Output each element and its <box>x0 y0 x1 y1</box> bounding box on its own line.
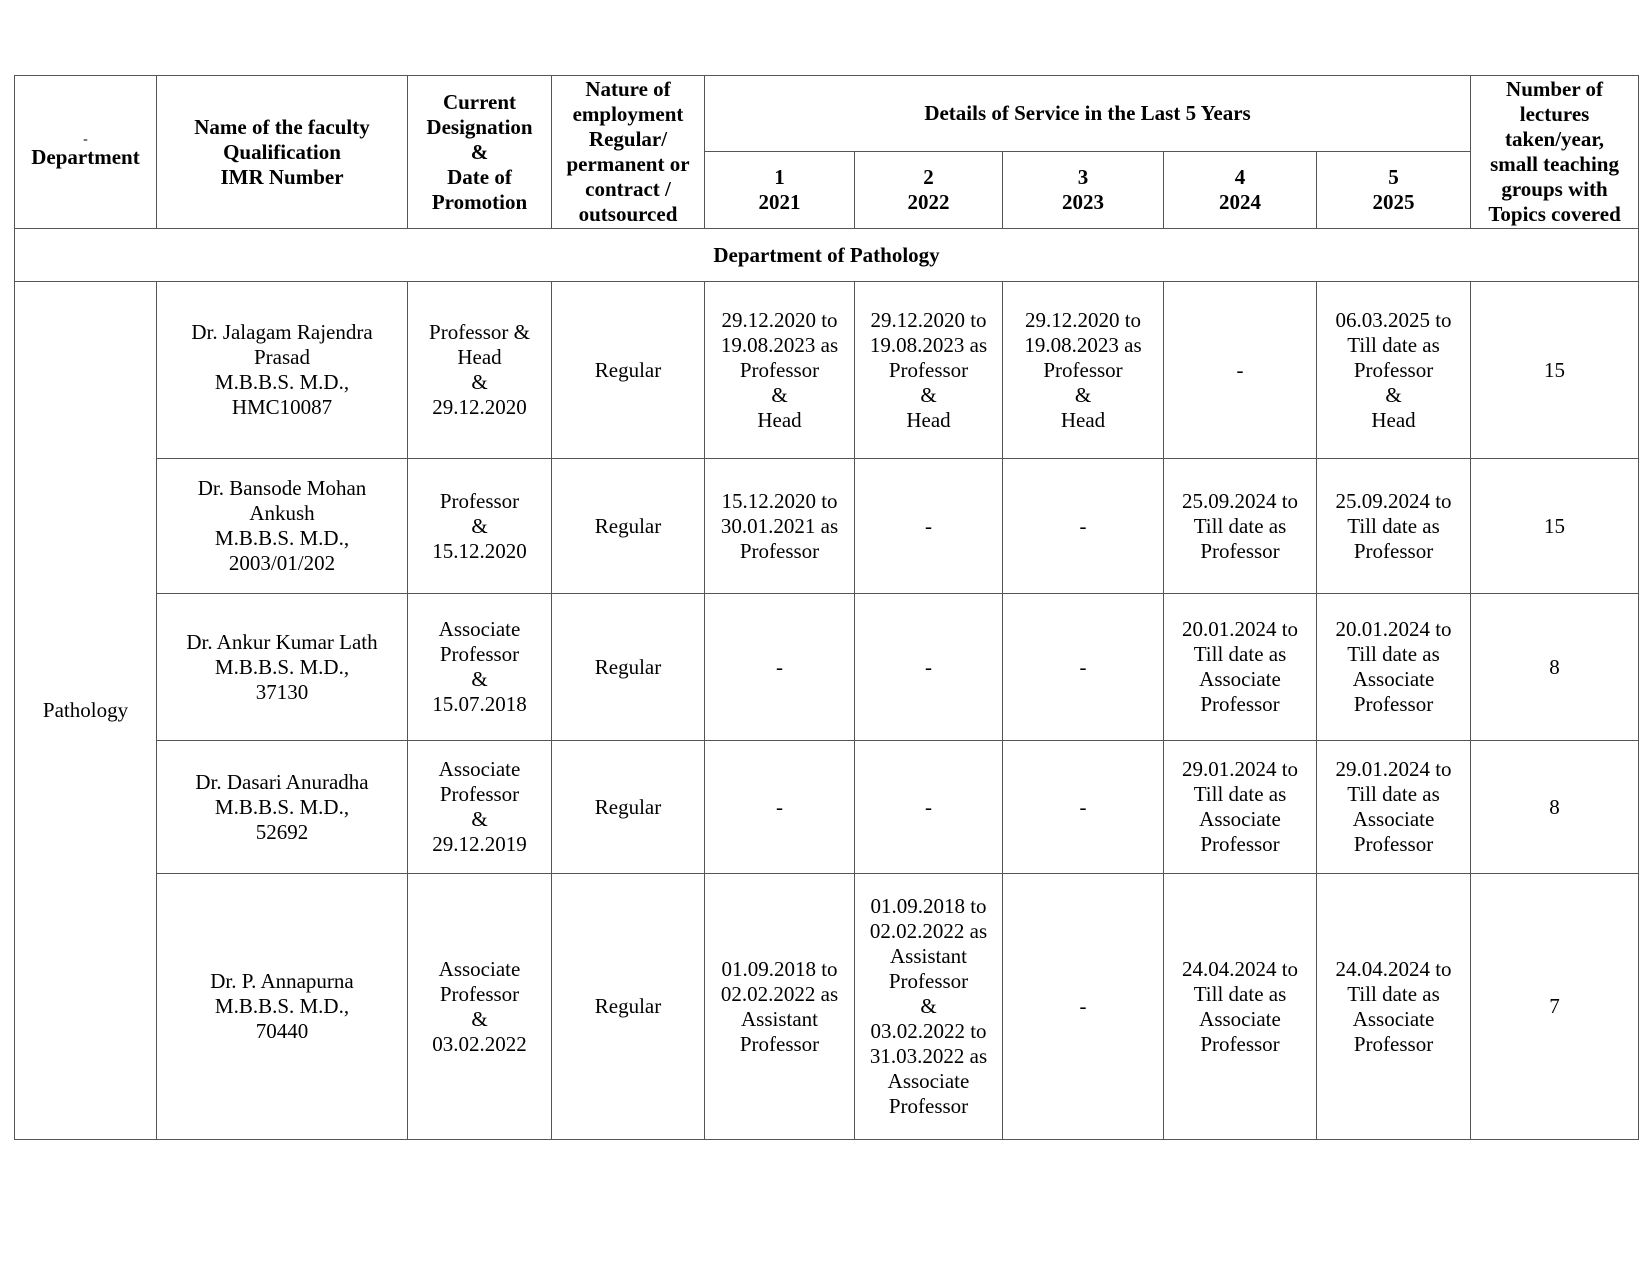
faculty-name-cell-line: 52692 <box>255 819 309 844</box>
service-year-2-cell-line: - <box>925 513 932 538</box>
service-year-4-cell-line: 29.01.2024 to <box>1181 757 1299 781</box>
service-year-1-cell <box>705 874 855 1140</box>
service-year-3-cell <box>1003 741 1164 874</box>
service-year-5-cell-line: & <box>1385 382 1402 407</box>
service-year-1-cell-line: 29.12.2020 to <box>721 307 838 332</box>
header-nature-line: Regular/ <box>588 127 668 151</box>
header-nature <box>552 76 705 229</box>
service-year-5-cell-line: Till date as <box>1347 642 1440 666</box>
designation-cell <box>408 282 552 459</box>
designation-cell-line: Associate <box>438 617 521 641</box>
header-year-value: 2025 <box>1372 190 1415 214</box>
service-year-4-cell-line: - <box>1236 357 1244 382</box>
service-year-1-cell-line: 30.01.2021 as <box>720 513 839 538</box>
service-year-4-cell-line: 20.01.2024 to <box>1181 617 1299 641</box>
service-year-2-cell-line: 03.02.2022 to <box>870 1019 987 1043</box>
header-year-4 <box>1164 152 1317 229</box>
header-name-line: IMR Number <box>220 164 344 189</box>
service-year-3-cell-line: - <box>1079 654 1087 679</box>
service-year-5-cell-line: 06.03.2025 to <box>1335 307 1452 332</box>
designation-cell-line: 29.12.2019 <box>432 832 527 856</box>
service-year-2-cell <box>855 594 1003 741</box>
header-nature-line: employment <box>572 102 684 126</box>
service-year-5-cell-line: 29.01.2024 to <box>1335 757 1452 781</box>
service-year-1-cell <box>705 459 855 594</box>
designation-cell-line: & <box>471 513 488 538</box>
service-year-2-cell-line: & <box>920 382 937 407</box>
service-year-5-cell-line: Professor <box>1353 357 1434 382</box>
lectures-count-cell: 8 <box>1471 741 1639 874</box>
service-year-2-cell-line: Professor <box>888 357 969 382</box>
header-designation-line: Date of <box>447 164 512 189</box>
header-nature-line: permanent or <box>566 152 690 176</box>
header-year-value: 2023 <box>1062 190 1104 214</box>
service-year-3-cell-line: - <box>1079 994 1087 1018</box>
service-year-2-cell-line: - <box>925 654 932 679</box>
designation-cell-line: Associate <box>438 956 521 981</box>
header-year-2 <box>855 152 1003 229</box>
service-year-4-cell-line: Associate <box>1199 1006 1281 1031</box>
header-lectures-line: Topics covered <box>1488 202 1621 226</box>
service-year-2-cell <box>855 282 1003 459</box>
employment-nature-cell: Regular <box>552 874 705 1140</box>
service-year-2-cell-line: 02.02.2022 as <box>869 919 988 943</box>
designation-cell-line: Head <box>457 345 502 369</box>
employment-nature-cell: Regular <box>552 594 705 741</box>
service-year-2-cell-line: Head <box>906 407 951 432</box>
service-year-1-cell <box>705 741 855 874</box>
service-year-2-cell-line: 01.09.2018 to <box>870 894 987 918</box>
faculty-name-cell-line: Dr. Bansode Mohan <box>197 476 367 500</box>
header-name-line: Qualification <box>223 139 341 164</box>
service-year-1-cell-line: 01.09.2018 to <box>721 956 838 981</box>
employment-nature-cell: Regular <box>552 282 705 459</box>
service-year-1-cell-line: Assistant <box>740 1006 818 1031</box>
service-year-5-cell-line: Till date as <box>1347 981 1440 1006</box>
service-year-3-cell-line: - <box>1079 513 1087 538</box>
header-year-num: 2 <box>923 165 934 189</box>
service-year-2-cell-line: Associate <box>887 1069 970 1093</box>
designation-cell <box>408 874 552 1140</box>
service-year-4-cell <box>1164 874 1317 1140</box>
service-year-5-cell-line: 20.01.2024 to <box>1335 617 1452 641</box>
header-nature-line: contract / <box>585 177 671 201</box>
service-year-5-cell-line: Professor <box>1353 832 1434 856</box>
faculty-name-cell-line: HMC10087 <box>231 395 333 419</box>
faculty-name-cell-line: Dr. Jalagam Rajendra <box>191 320 373 344</box>
lectures-count-cell: 15 <box>1471 282 1639 459</box>
designation-cell-line: & <box>471 370 488 394</box>
table-row <box>15 741 1639 874</box>
header-designation-line: Current <box>442 89 517 114</box>
designation-cell-line: & <box>471 1006 488 1031</box>
faculty-name-cell-line: 37130 <box>255 679 309 704</box>
service-year-4-cell-line: 25.09.2024 to <box>1181 488 1299 513</box>
service-year-3-cell <box>1003 874 1164 1140</box>
service-year-5-cell-line: Head <box>1371 407 1416 432</box>
designation-cell-line: 15.07.2018 <box>432 692 527 716</box>
header-designation <box>408 76 552 229</box>
service-year-3-cell-line: - <box>1079 794 1087 819</box>
service-year-4-cell-line: Professor <box>1200 538 1280 563</box>
service-year-5-cell-line: 24.04.2024 to <box>1335 956 1452 981</box>
service-year-4-cell-line: Professor <box>1200 692 1280 716</box>
service-year-4-cell-line: Associate <box>1199 807 1281 831</box>
service-year-5-cell-line: Associate <box>1352 1006 1435 1031</box>
faculty-name-cell-line: M.B.B.S. M.D., <box>214 370 350 394</box>
designation-cell-line: Professor <box>439 981 520 1006</box>
faculty-name-cell-line: M.B.B.S. M.D., <box>214 654 350 679</box>
header-nature-line: Nature of <box>585 77 671 101</box>
header-department-label: Department <box>31 144 140 169</box>
header-lectures <box>1471 76 1639 229</box>
table-row <box>15 282 1639 459</box>
faculty-name-cell-line: 70440 <box>255 1019 309 1043</box>
header-year-num: 1 <box>774 165 785 189</box>
service-year-2-cell-line: Professor <box>888 1094 969 1118</box>
service-year-1-cell-line: Professor <box>739 357 820 382</box>
service-year-1-cell-line: - <box>776 794 783 819</box>
lectures-count-cell: 8 <box>1471 594 1639 741</box>
service-year-4-cell-line: Till date as <box>1193 642 1287 666</box>
service-year-1-cell-line: 02.02.2022 as <box>720 981 839 1006</box>
faculty-name-cell <box>157 594 408 741</box>
service-year-2-cell-line: - <box>925 794 932 819</box>
header-year-num: 4 <box>1234 165 1246 189</box>
service-year-3-cell-line: Head <box>1060 407 1106 432</box>
service-year-4-cell-line: Till date as <box>1193 782 1287 806</box>
designation-cell-line: 29.12.2020 <box>432 395 527 419</box>
table-row <box>15 459 1639 594</box>
designation-cell <box>408 594 552 741</box>
service-year-5-cell <box>1317 594 1471 741</box>
service-year-3-cell <box>1003 594 1164 741</box>
service-year-2-cell-line: 19.08.2023 as <box>869 332 988 357</box>
service-year-5-cell-line: 25.09.2024 to <box>1335 488 1452 513</box>
service-year-5-cell <box>1317 282 1471 459</box>
service-year-3-cell <box>1003 282 1164 459</box>
designation-cell <box>408 459 552 594</box>
designation-cell-line: 03.02.2022 <box>432 1031 527 1056</box>
faculty-name-cell-line: M.B.B.S. M.D., <box>214 794 350 819</box>
designation-cell-line: Professor & <box>429 320 530 344</box>
lectures-count-cell: 7 <box>1471 874 1639 1140</box>
service-year-4-cell <box>1164 459 1317 594</box>
service-year-2-cell-line: Professor <box>888 969 969 993</box>
service-year-5-cell <box>1317 741 1471 874</box>
lectures-count-cell: 15 <box>1471 459 1639 594</box>
service-year-1-cell <box>705 282 855 459</box>
designation-cell-line: Professor <box>439 642 520 666</box>
faculty-table <box>14 75 1639 1140</box>
service-year-5-cell-line: Professor <box>1353 538 1434 563</box>
header-year-value: 2021 <box>758 190 801 214</box>
service-year-2-cell-line: 29.12.2020 to <box>870 307 987 332</box>
faculty-name-cell <box>157 741 408 874</box>
service-year-2-cell <box>855 874 1003 1140</box>
service-year-4-cell <box>1164 594 1317 741</box>
service-year-4-cell-line: Till date as <box>1193 981 1287 1006</box>
service-year-1-cell-line: 19.08.2023 as <box>720 332 839 357</box>
designation-cell-line: Professor <box>439 488 520 513</box>
service-year-5-cell <box>1317 874 1471 1140</box>
service-year-4-cell-line: Professor <box>1200 832 1280 856</box>
service-year-1-cell-line: 15.12.2020 to <box>721 488 838 513</box>
header-year-num: 5 <box>1388 165 1399 189</box>
service-year-1-cell-line: Professor <box>739 538 820 563</box>
header-lectures-line: taken/year, <box>1505 127 1605 151</box>
header-year-3 <box>1003 152 1164 229</box>
designation-cell-line: Professor <box>439 782 520 806</box>
faculty-name-cell-line: M.B.B.S. M.D., <box>214 526 350 550</box>
header-year-5 <box>1317 152 1471 229</box>
service-year-4-cell <box>1164 282 1317 459</box>
service-year-5-cell-line: Till date as <box>1347 782 1440 806</box>
service-year-1-cell-line: & <box>771 382 788 407</box>
faculty-name-cell <box>157 282 408 459</box>
service-year-4-cell-line: Professor <box>1200 1031 1280 1056</box>
header-designation-line: & <box>470 139 489 164</box>
faculty-name-cell-line: Dr. Ankur Kumar Lath <box>186 629 378 654</box>
faculty-name-cell-line: Prasad <box>254 345 310 369</box>
service-year-1-cell-line: - <box>776 654 783 679</box>
header-designation-line: Designation <box>426 114 533 139</box>
designation-cell-line: & <box>471 807 488 831</box>
service-year-5-cell-line: Till date as <box>1347 332 1440 357</box>
designation-cell-line: 15.12.2020 <box>432 538 527 563</box>
service-year-5-cell <box>1317 459 1471 594</box>
header-year-value: 2022 <box>907 190 950 214</box>
faculty-name-cell-line: Ankush <box>249 501 315 525</box>
faculty-name-cell-line: 2003/01/202 <box>228 551 336 575</box>
service-year-5-cell-line: Professor <box>1353 692 1434 716</box>
header-nature-line: outsourced <box>578 202 678 226</box>
employment-nature-cell: Regular <box>552 741 705 874</box>
employment-nature-cell: Regular <box>552 459 705 594</box>
service-year-4-cell-line: Associate <box>1199 667 1281 691</box>
service-year-4-cell-line: 24.04.2024 to <box>1181 956 1299 981</box>
faculty-name-cell <box>157 874 408 1140</box>
header-service: Details of Service in the Last 5 Years <box>705 76 1471 152</box>
header-lectures-line: Number of <box>1506 77 1604 101</box>
service-year-2-cell-line: & <box>920 994 937 1018</box>
faculty-name-cell-line: Dr. P. Annapurna <box>210 969 354 993</box>
service-year-1-cell-line: Professor <box>739 1031 820 1056</box>
service-year-4-cell-line: Till date as <box>1193 513 1287 538</box>
header-department-mark: - <box>83 131 88 147</box>
section-title: Department of Pathology <box>15 229 1639 282</box>
department-cell: Pathology <box>15 282 157 1140</box>
service-year-3-cell-line: 19.08.2023 as <box>1024 332 1142 357</box>
header-designation-line: Promotion <box>431 189 528 214</box>
service-year-5-cell-line: Till date as <box>1347 513 1440 538</box>
header-lectures-line: small teaching <box>1490 152 1619 176</box>
service-year-2-cell-line: Assistant <box>889 944 967 968</box>
service-year-3-cell-line: Professor <box>1043 357 1123 382</box>
service-year-5-cell-line: Professor <box>1353 1031 1434 1056</box>
header-year-1 <box>705 152 855 229</box>
service-year-5-cell-line: Associate <box>1352 807 1435 831</box>
faculty-name-cell <box>157 459 408 594</box>
service-year-2-cell <box>855 459 1003 594</box>
service-year-4-cell <box>1164 741 1317 874</box>
table-row <box>15 874 1639 1140</box>
table-row <box>15 594 1639 741</box>
service-year-3-cell-line: & <box>1074 382 1092 407</box>
header-year-value: 2024 <box>1219 190 1261 214</box>
service-year-5-cell-line: Associate <box>1352 667 1435 691</box>
faculty-name-cell-line: Dr. Dasari Anuradha <box>195 769 369 794</box>
service-year-1-cell-line: Head <box>757 407 802 432</box>
header-lectures-line: lectures <box>1519 102 1590 126</box>
service-year-3-cell-line: 29.12.2020 to <box>1024 307 1142 332</box>
header-year-num: 3 <box>1077 165 1089 189</box>
service-year-3-cell <box>1003 459 1164 594</box>
designation-cell-line: Associate <box>438 757 521 781</box>
service-year-2-cell-line: 31.03.2022 as <box>869 1044 988 1068</box>
designation-cell <box>408 741 552 874</box>
header-department <box>15 76 157 229</box>
faculty-name-cell-line: M.B.B.S. M.D., <box>214 994 350 1018</box>
header-name <box>157 76 408 229</box>
header-name-line: Name of the faculty <box>194 114 370 139</box>
designation-cell-line: & <box>471 667 488 691</box>
service-year-1-cell <box>705 594 855 741</box>
service-year-2-cell <box>855 741 1003 874</box>
header-lectures-line: groups with <box>1501 177 1608 201</box>
